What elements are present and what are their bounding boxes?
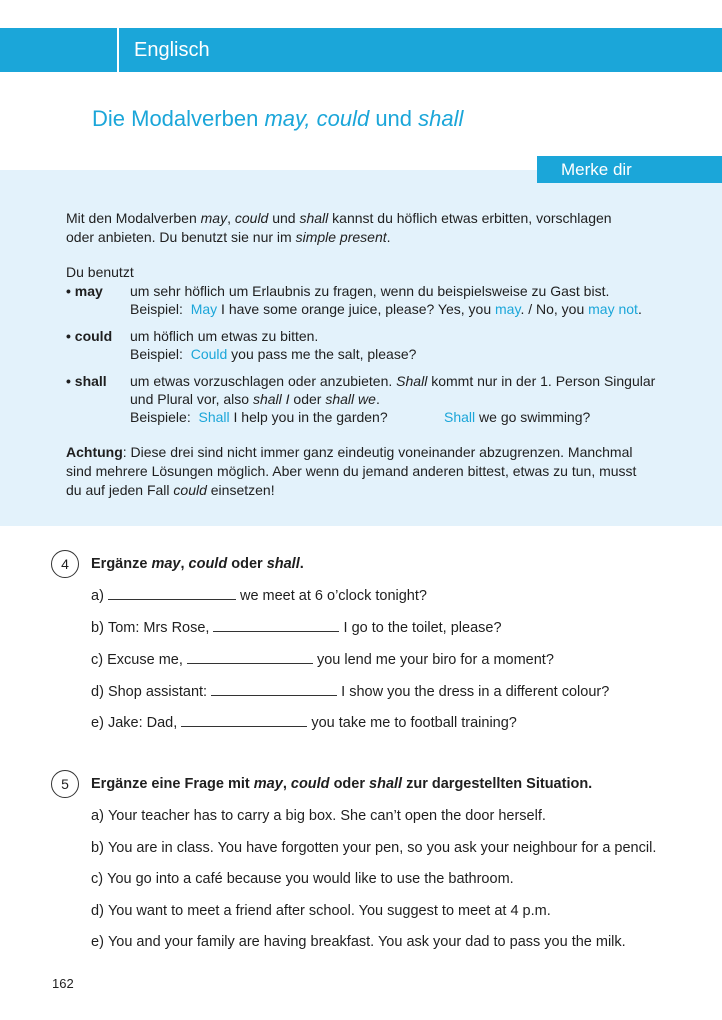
example-label: Beispiele: (130, 409, 191, 425)
item-label: d) (91, 684, 104, 700)
title-word-may: may (264, 106, 305, 131)
title-mid: und (369, 106, 419, 131)
heading-shall: shall (266, 556, 300, 572)
exercise-4-item-c (91, 649, 554, 670)
example-text: you pass me the salt, please? (227, 346, 417, 362)
item-label: c) (91, 652, 104, 668)
answer-blank[interactable] (211, 681, 337, 696)
item-text: you take me to football training? (311, 715, 517, 731)
example-text: I have some orange juice, please? Yes, you (217, 301, 496, 317)
page-number: 162 (52, 976, 74, 991)
exercise-4-item-d (91, 681, 609, 702)
heading-could: could (290, 776, 330, 792)
exercise-4-item-a (91, 585, 427, 606)
intro-line-1 (66, 209, 612, 228)
bullet-may: • may (66, 283, 103, 299)
example-label: Beispiel: (130, 346, 183, 362)
intro-text: und (268, 210, 300, 226)
heading-text: Ergänze (91, 556, 152, 572)
heading-text: , (282, 776, 291, 792)
subject-header-bar (0, 28, 722, 72)
bullet-could: • could (66, 328, 113, 344)
shall-we: shall we (325, 391, 376, 407)
exercise-number-5: 5 (51, 770, 79, 798)
shall-description-1 (130, 372, 655, 391)
achtung-line-1 (66, 443, 633, 462)
could-description: um höflich um etwas zu bitten. (130, 328, 319, 344)
may-description: um sehr höflich um Erlaubnis zu fragen, wenn du beispielsweise zu Gast bist. (130, 283, 610, 299)
item-text: Excuse me, (107, 652, 183, 668)
heading-may: may (151, 556, 181, 572)
achtung-could: could (173, 482, 207, 498)
heading-text: zur dargestellten Situation. (402, 776, 593, 792)
item-text: Your teacher has to carry a big box. She can’t open the door herself. (107, 808, 546, 824)
item-text: Jake: Dad, (107, 715, 178, 731)
item-label: a) (91, 588, 104, 604)
intro-text: . (386, 229, 391, 245)
may-example (130, 300, 642, 319)
intro-text: kannst du höflich etwas erbitten, vorschlagen (328, 210, 612, 226)
item-text: I show you the dress in a different colour? (341, 684, 610, 700)
shall-examples (130, 408, 388, 427)
heading-could: could (188, 556, 228, 572)
intro-text: , (227, 210, 235, 226)
highlight-could: Could (190, 346, 228, 362)
heading-shall: shall (369, 776, 403, 792)
item-text: You go into a café because you would like to use the bathroom. (107, 871, 514, 887)
highlight-may-not: may not (588, 301, 638, 317)
heading-text: . (299, 556, 304, 572)
achtung-text: einsetzen! (206, 482, 275, 498)
exercise-5-item-b (91, 838, 656, 858)
answer-blank[interactable] (181, 712, 307, 727)
exercise-5-item-c (91, 869, 514, 889)
shall-word: Shall (396, 373, 428, 389)
answer-blank[interactable] (187, 649, 313, 664)
heading-text: , (180, 556, 189, 572)
item-text: you lend me your biro for a moment? (316, 652, 554, 668)
heading-text: oder (329, 776, 370, 792)
item-text: You are in class. You have forgotten your pen, so you ask your neighbour for a pencil. (107, 840, 657, 856)
exercise-5-item-d (91, 901, 551, 921)
item-text: we meet at 6 o’clock tonight? (239, 588, 427, 604)
shall-text: . (375, 391, 380, 407)
du-benutzt-label: Du benutzt (66, 264, 134, 280)
exercise-number-4: 4 (51, 550, 79, 578)
intro-may: may (200, 210, 228, 226)
item-label: b) (91, 620, 104, 636)
shall-i: shall I (252, 391, 290, 407)
highlight-shall: Shall (444, 409, 476, 425)
page-title (92, 105, 463, 133)
could-example (130, 345, 416, 364)
title-word-could: could (316, 106, 370, 131)
item-text: Tom: Mrs Rose, (107, 620, 210, 636)
achtung-line-3 (66, 481, 275, 500)
item-label: e) (91, 934, 104, 950)
example-text: . (637, 301, 642, 317)
exercise-5-item-a (91, 806, 546, 826)
header-divider (117, 28, 119, 72)
item-text: I go to the toilet, please? (343, 620, 502, 636)
item-label: c) (91, 871, 104, 887)
bullet-shall: • shall (66, 373, 107, 389)
achtung-label: Achtung (66, 444, 123, 460)
item-label: d) (91, 903, 104, 919)
achtung-text: du auf jeden Fall (66, 482, 174, 498)
shall-example-2 (444, 408, 590, 427)
exercise-4-heading (91, 554, 304, 574)
shall-text: oder (289, 391, 326, 407)
intro-text: oder anbieten. Du benutzt sie nur im (66, 229, 296, 245)
shall-text: kommt nur in der 1. Person Singular (427, 373, 656, 389)
highlight-may: may (495, 301, 521, 317)
exercise-5-item-e (91, 932, 626, 952)
bullet-key-shall: shall (74, 373, 107, 389)
achtung-text: : Diese drei sind nicht immer ganz eindeutig voneinander abzugrenzen. Manchmal (122, 444, 633, 460)
item-text: You and your family are having breakfast. You ask your dad to pass you the milk. (107, 934, 626, 950)
shall-text: und Plural vor, also (130, 391, 253, 407)
example-text: . / No, you (520, 301, 589, 317)
example-text: we go swimming? (475, 409, 591, 425)
title-word-shall: shall (418, 106, 464, 131)
item-text: Shop assistant: (107, 684, 208, 700)
highlight-may: May (190, 301, 218, 317)
example-text: I help you in the garden? (229, 409, 388, 425)
heading-text: oder (227, 556, 267, 572)
highlight-shall: Shall (198, 409, 230, 425)
item-label: a) (91, 808, 104, 824)
shall-text: um etwas vorzuschlagen oder anzubieten. (130, 373, 397, 389)
intro-simple-present: simple present (295, 229, 387, 245)
answer-blank[interactable] (213, 617, 339, 632)
exercise-4-item-b (91, 617, 502, 638)
intro-text: Mit den Modalverben (66, 210, 201, 226)
subject-title: Englisch (134, 39, 210, 61)
title-pre: Die Modalverben (92, 106, 265, 131)
intro-shall: shall (299, 210, 329, 226)
item-label: b) (91, 840, 104, 856)
answer-blank[interactable] (108, 585, 236, 600)
example-label: Beispiel: (130, 301, 183, 317)
heading-may: may (253, 776, 283, 792)
title-sep: , (304, 106, 317, 131)
exercise-5-heading (91, 774, 592, 794)
intro-line-2 (66, 228, 391, 247)
item-label: e) (91, 715, 104, 731)
bullet-key-could: could (74, 328, 113, 344)
achtung-line-2: sind mehrere Lösungen möglich. Aber wenn du jemand anderen bittest, etwas zu tun, musst (66, 463, 637, 479)
intro-could: could (234, 210, 269, 226)
heading-text: Ergänze eine Frage mit (91, 776, 254, 792)
bullet-key-may: may (74, 283, 103, 299)
shall-description-2 (130, 390, 380, 409)
item-text: You want to meet a friend after school. You suggest to meet at 4 p.m. (107, 903, 551, 919)
merke-dir-tab: Merke dir (537, 156, 722, 183)
exercise-4-item-e (91, 712, 517, 733)
